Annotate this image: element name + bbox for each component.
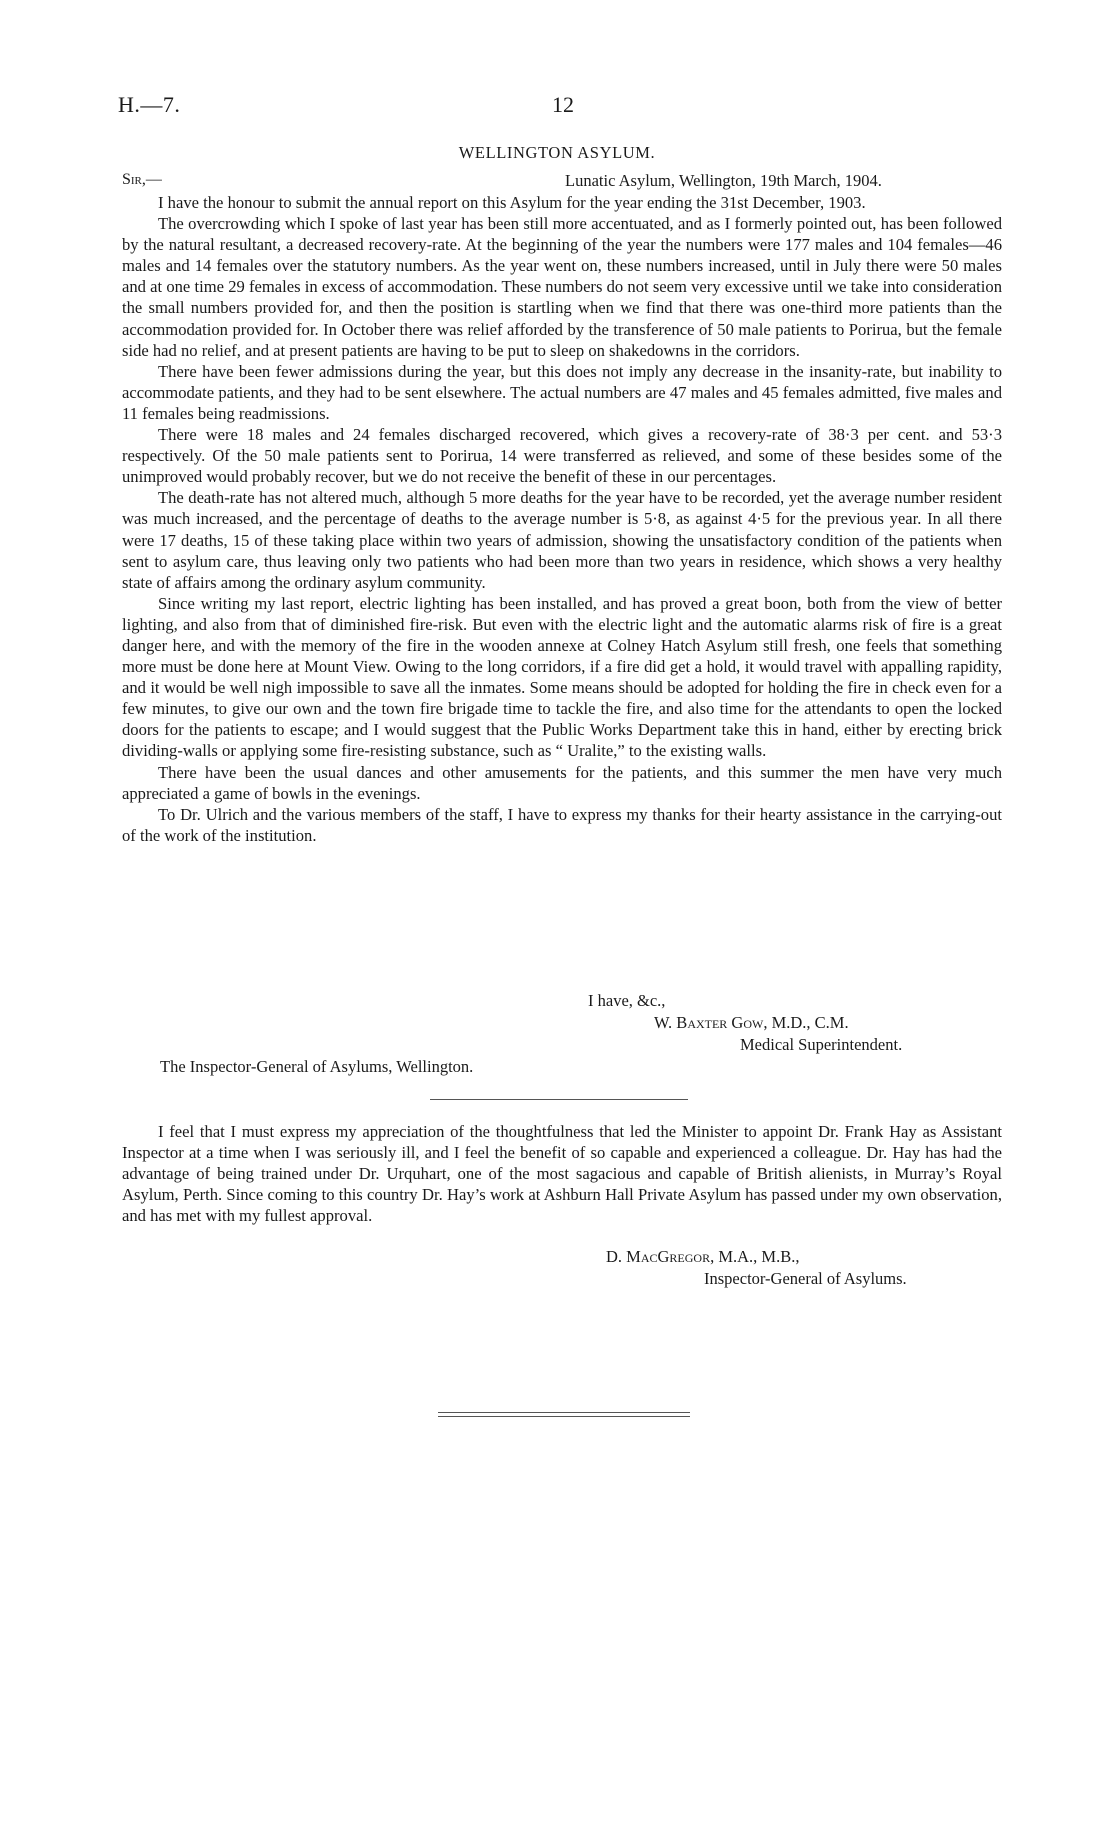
letter-paragraph: Since writing my last report, electric lighting has been installed, and has proved a great boon, both from the view of better lighting, and also from that of diminished fire-risk. But even with the electric light and the automatic alarms risk of fire is a great danger here, and with the memory of the fire in the wooden annexe at Colney Hatch Asylum still fresh, one feels that something more must be done here at Mount View. Owing to the long corridors, if a fire did get a hold, it would travel with appalling rapidity, and it would be well nigh impossible to save all the inmates. Some means should be adopted for holding the fire in check even for a few minutes, to give our own and the town fire brigade time to tackle the fire, and also time for the attendants to open the locked doors for the patients to escape; and I would suggest that the Public Works Department take this in hand, either by erecting brick dividing-walls or applying some fire-resisting substance, such as “ Uralite,” to the existing walls.	[122, 593, 1002, 761]
inspector-signer-name: D. MacGregor, M.A., M.B.,	[606, 1247, 800, 1266]
place-date: Lunatic Asylum, Wellington, 19th March, 1904.	[565, 171, 882, 190]
letter-paragraph: To Dr. Ulrich and the various members of the staff, I have to express my thanks for their hearty assistance in the carrying-out of the work of the institution.	[122, 804, 1002, 845]
section-heading: WELLINGTON ASYLUM.	[458, 143, 656, 162]
page-number: 12	[552, 92, 574, 117]
addressee: The Inspector-General of Asylums, Wellington.	[160, 1057, 474, 1076]
document-reference: H.—7.	[118, 92, 181, 117]
end-divider	[438, 1412, 690, 1413]
signer-name: W. Baxter Gow, M.D., C.M.	[654, 1013, 849, 1032]
appreciation-body	[122, 1121, 1002, 1226]
inspector-signer-title: Inspector-General of Asylums.	[704, 1269, 907, 1288]
end-divider	[438, 1416, 690, 1417]
letter-paragraph: There have been the usual dances and other amusements for the patients, and this summer the men have very much appreciated a game of bowls in the evenings.	[122, 762, 1002, 803]
section-divider	[430, 1099, 688, 1100]
signer-title: Medical Superintendent.	[740, 1035, 903, 1054]
letter-paragraph: I have the honour to submit the annual report on this Asylum for the year ending the 31st December, 1903.	[158, 193, 866, 212]
letter-paragraph: There have been fewer admissions during the year, but this does not imply any decrease in the insanity-rate, but inability to accommodate patients, and they had to be sent elsewhere. The actual numbers are 47 males and 45 females admitted, five males and 11 females being readmissions.	[122, 361, 1002, 423]
letter-paragraph: The overcrowding which I spoke of last year has been still more accentuated, and as I formerly pointed out, has been followed by the natural resultant, a decreased recovery-rate. At the beginning of the year the numbers were 177 males and 104 females—46 males and 14 females over the statutory numbers. As the year went on, these numbers increased, until in July there were 50 males and at one time 29 females in excess of accommodation. These numbers do not seem very excessive until we take into consideration the small numbers provided for, and then the position is startling when we find that there was one-third more patients than the accommodation provided for. In October there was relief afforded by the transference of 50 male patients to Porirua, but the female side had no relief, and at present patients are having to be put to sleep on shakedowns in the corridors.	[122, 214, 1002, 360]
letter-paragraph: The death-rate has not altered much, although 5 more deaths for the year have to be recorded, yet the average number resident was much increased, and the percentage of deaths to the average number is 5·8, as against 4·5 for the previous year. In all there were 17 deaths, 15 of these taking place within two years of admission, showing the unsatisfactory condition of the patients when sent to asylum care, thus leaving only two patients who had been more than two years in residence, which shows a very healthy state of affairs among the ordinary asylum community.	[122, 488, 1002, 592]
salutation: Sir,—	[122, 171, 162, 188]
letter-paragraph: There were 18 males and 24 females discharged recovered, which gives a recovery-rate of 38·3 per cent. and 53·3 respectively. Of the 50 male patients sent to Porirua, 14 were transferred as relieved, and some of these besides some of the unimproved would probably recover, but we do not receive the benefit of these in our percentages.	[122, 425, 1002, 487]
appreciation-paragraph: I feel that I must express my appreciation of the thoughtfulness that led the Minister to appoint Dr. Frank Hay as Assistant Inspector at a time when I was seriously ill, and I feel the benefit of so capable and experienced a colleague. Dr. Hay has had the advantage of being trained under Dr. Urquhart, one of the most sagacious and capable of British alienists, in Murray’s Royal Asylum, Perth. Since coming to this country Dr. Hay’s work at Ashburn Hall Private Asylum has passed under my own observation, and has met with my fullest approval.	[122, 1122, 1002, 1226]
letter-body	[122, 192, 1002, 846]
closing: I have, &c.,	[588, 991, 666, 1010]
